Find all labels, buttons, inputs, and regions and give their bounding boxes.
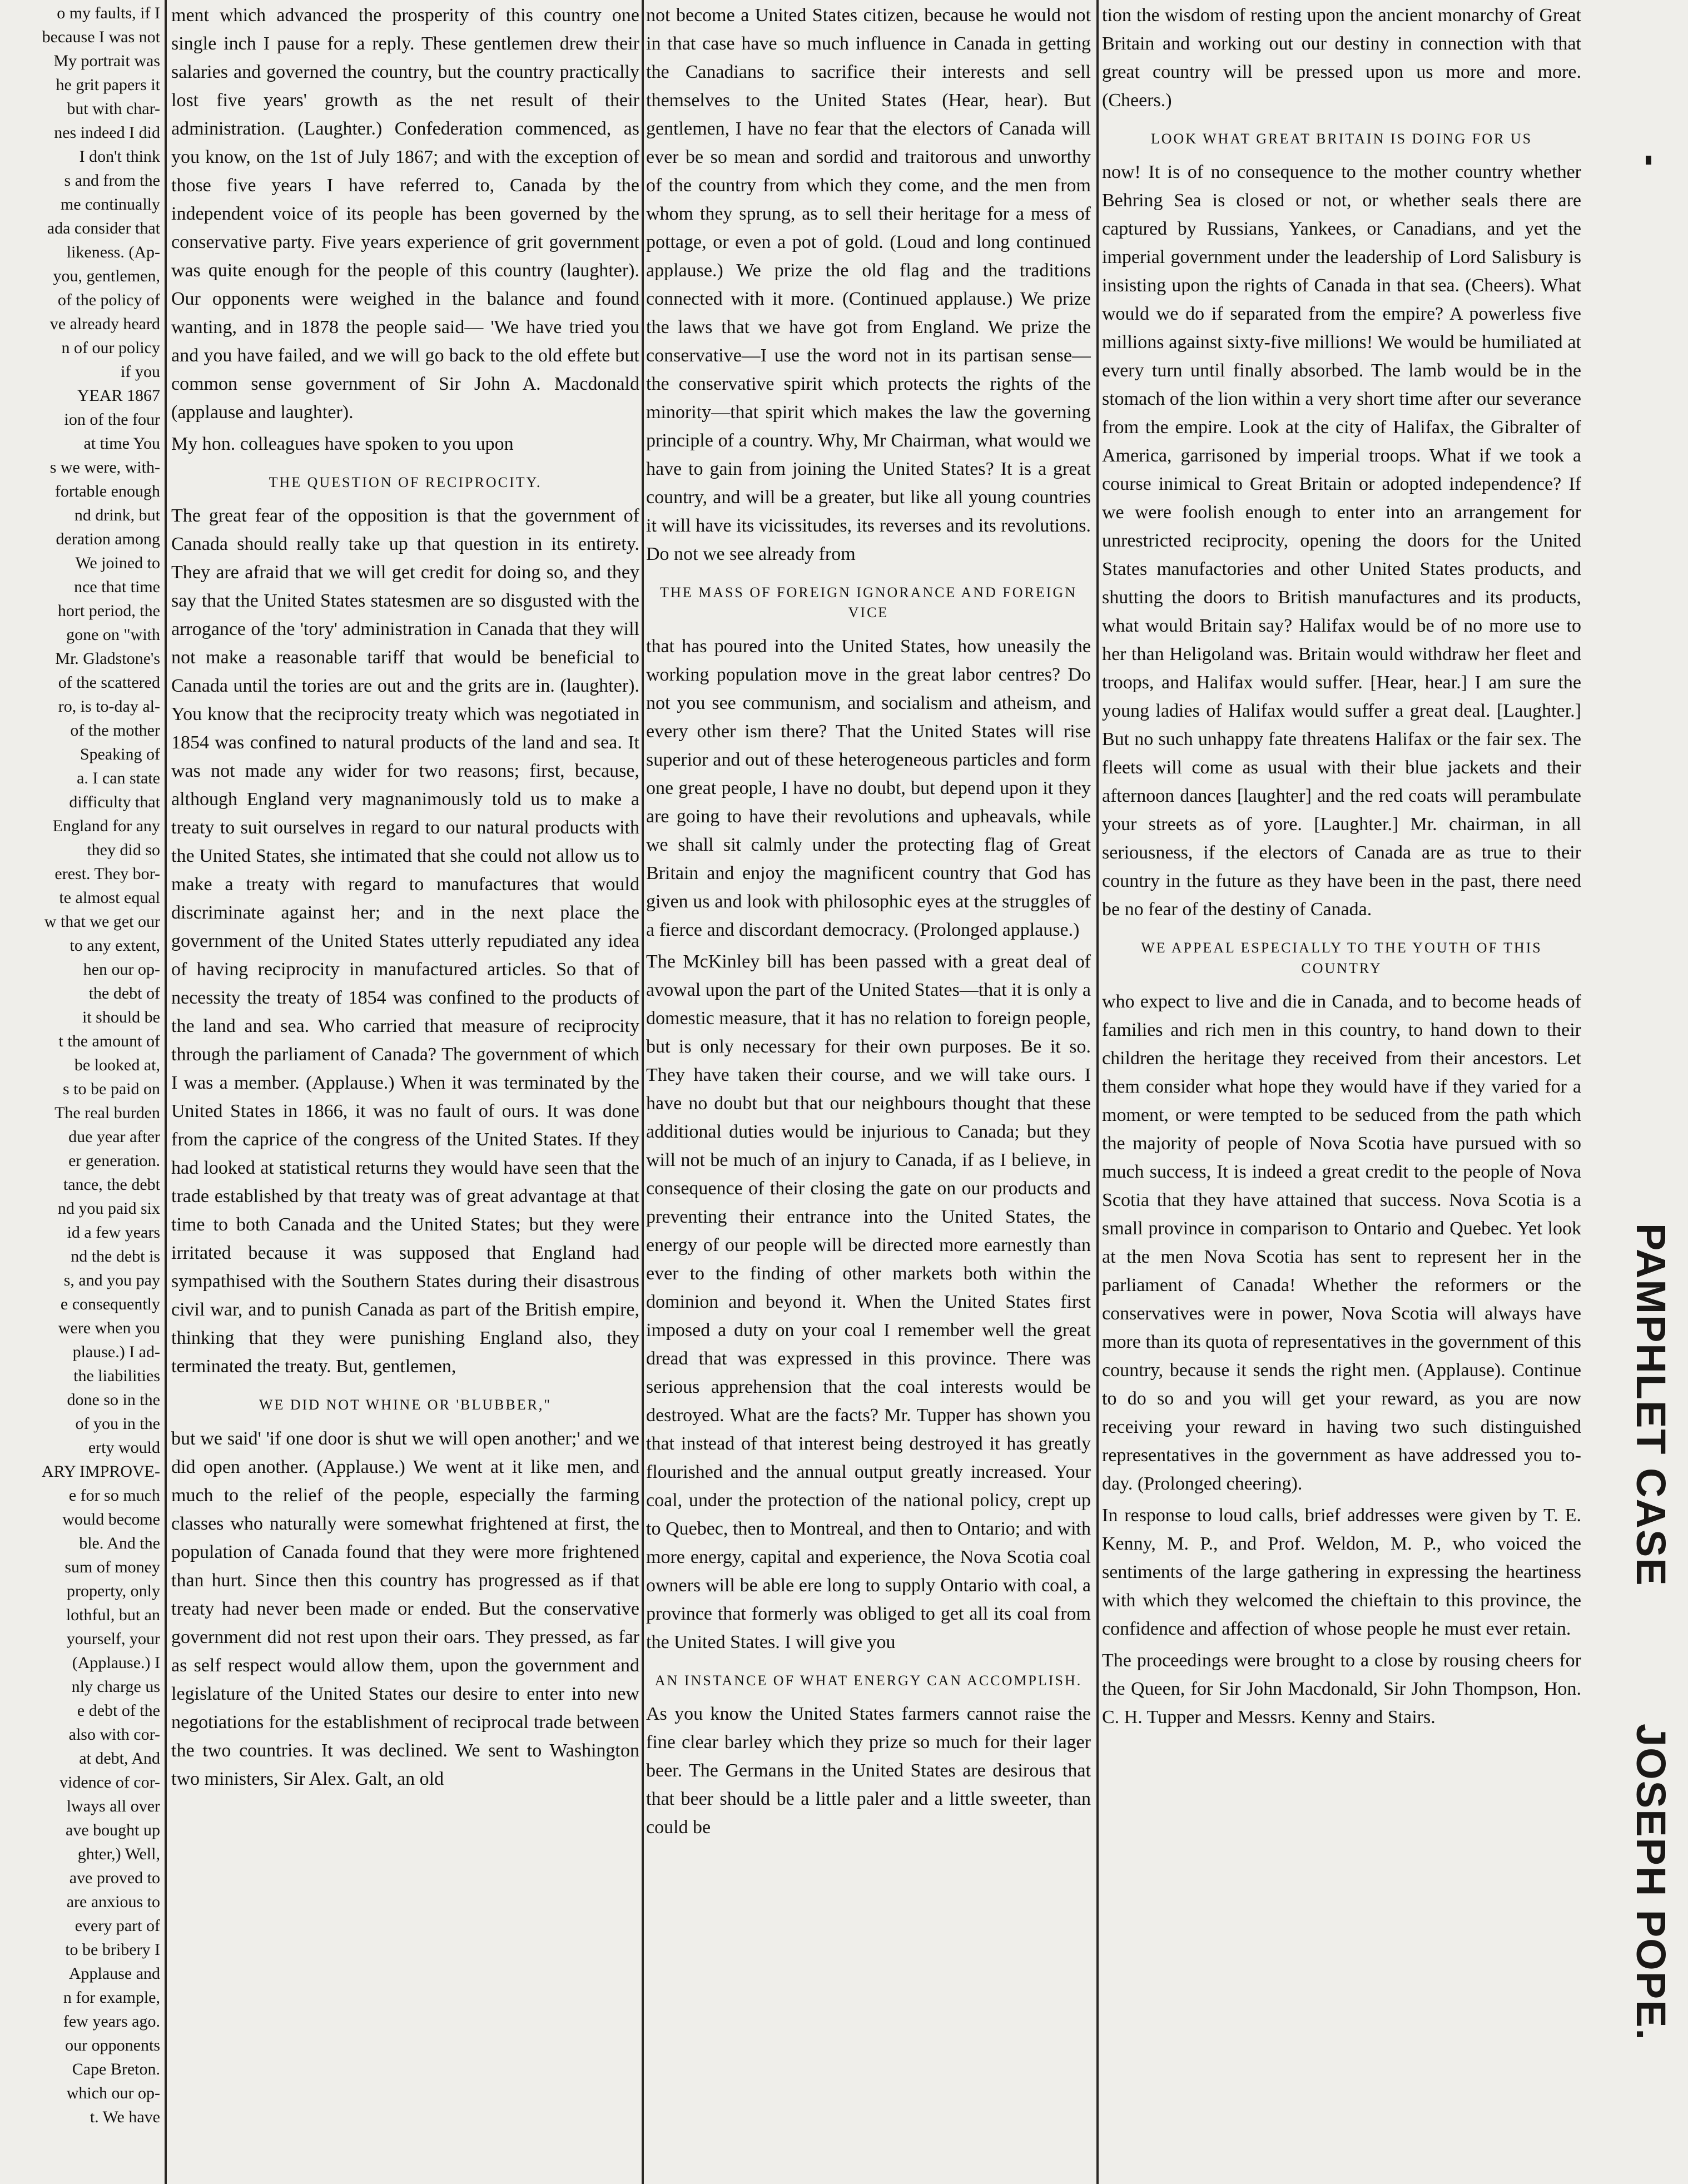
column-1-line: because I was not	[42, 28, 160, 46]
section-heading: THE QUESTION OF RECIPROCITY.	[269, 474, 542, 490]
column-1-line: nd drink, but	[74, 506, 160, 524]
section-heading: THE MASS OF FOREIGN IGNORANCE AND FOREIGN VICE	[660, 584, 1077, 621]
column-1-line: tance, the debt	[63, 1175, 160, 1194]
column-1-line: o my faults, if I	[57, 4, 160, 22]
column-1-line: ada consider that	[47, 219, 160, 237]
column-1-line: e for so much	[68, 1486, 160, 1505]
paragraph: The proceedings were brought to a close by rousing cheers for the Queen, for Sir John Macdonald, Sir John Thompson, Hon. C. H. Tupper and Messrs. Kenny and Stairs.	[1102, 1650, 1581, 1728]
column-1-line: (Applause.) I	[72, 1654, 160, 1672]
column-1-line: lothful, but an	[66, 1606, 160, 1624]
column-1-line: would become	[62, 1510, 160, 1528]
column-1-line: sum of money	[64, 1558, 160, 1576]
column-1-line: few years ago.	[63, 2012, 160, 2031]
column-1-line: erty would	[88, 1438, 160, 1457]
column-1-line: ble. And the	[79, 1534, 160, 1552]
column-4	[1102, 0, 1581, 1735]
column-1-line: the liabilities	[73, 1367, 160, 1385]
column-1-line: they did so	[87, 841, 160, 859]
column-1-line: My portrait was	[53, 52, 160, 70]
column-1-line: to be bribery I	[65, 1940, 160, 1959]
column-1-line: were when you	[58, 1319, 160, 1337]
column-1-line: if you	[121, 363, 160, 381]
column-1-line: nly charge us	[71, 1677, 160, 1696]
column-1-line: nd you paid six	[57, 1199, 160, 1218]
column-1-line: property, only	[66, 1582, 160, 1600]
column-1-line: n of our policy	[61, 339, 160, 357]
column-1-line: er generation.	[68, 1151, 160, 1170]
paragraph: As you know the United States farmers cannot raise the fine clear barley which they prize so much for their lager beer. The Germans in the United States are desirous that that beer should be a little paler and a little sweeter, than could be	[646, 1704, 1091, 1838]
column-1-line: you, gentlemen,	[53, 267, 160, 285]
column-1-line: t the amount of	[58, 1032, 160, 1050]
column-1-line: t. We have	[90, 2108, 160, 2126]
column-1-line: The real burden	[54, 1104, 160, 1122]
stamp-line: PAMPHLET CASE	[1628, 1223, 1674, 1587]
column-1-line: ro, is to-day al-	[58, 697, 160, 716]
column-1-line: vidence of cor-	[59, 1773, 160, 1791]
column-1-line: ion of the four	[64, 410, 160, 429]
paragraph: In response to loud calls, brief addresses were given by T. E. Kenny, M. P., and Prof. Weldon, M. P., who voiced the sentiments of the large gathering in expressing the heartiness with which they welcomed the chieftain to this province, the confidence and affection of whose people he must ever retain.	[1102, 1505, 1581, 1640]
column-1-line: deration among	[56, 530, 160, 548]
column-1-line: every part of	[75, 1917, 160, 1935]
column-1-line: of the policy of	[57, 291, 160, 309]
column-1	[0, 0, 160, 2129]
column-1-line: ghter,) Well,	[77, 1845, 160, 1863]
column-1-line: he grit papers it	[56, 76, 160, 94]
column-1-line: We joined to	[75, 554, 160, 572]
column-1-line: but with char-	[67, 100, 160, 118]
column-1-line: at debt, And	[79, 1749, 160, 1768]
column-1-line: Cape Breton.	[72, 2060, 160, 2078]
column-1-line: England for any	[52, 817, 160, 835]
stamp-line: JOSEPH POPE.	[1628, 1724, 1674, 2041]
column-1-line: gone on "with	[66, 626, 160, 644]
paragraph: not become a United States citizen, because he would not in that case have so much influence in Canada in getting the Canadians to sacrifice their interests and sell themselves to the United States (Hear, hear). But gentlemen, I have no fear that the electors of Canada will ever be so mean and sordid and traitorous and unworthy of the country from which they come, and the men from whom they sprung, as to sell their heritage for a mess of pottage, or even a pot of gold. (Loud and long continued applause.) We prize the old flag and the traditions connected with it more. (Continued applause.) We prize the laws that we have got from England. We prize the conservative—I use the word not in its partisan sense—the conservative spirit which protects the rights of the minority—that spirit which makes the law the governing principle of a country. Why, Mr Chairman, what would we have to gain from joining the United States? It is a great country, and will be a greater, but like all young countries it will have its vicissitudes, its reverses and its revolutions. Do not we see already from	[646, 5, 1091, 564]
column-1-line: it should be	[82, 1008, 160, 1026]
paragraph: ment which advanced the prosperity of this country one single inch I pause for a reply. These gentlemen drew their salaries and governed the country, but the country practically lost five years' growth as the net result of their administration. (Laughter.) Confederation commenced, as you know, on the 1st of July 1867; and with the exception of those five years I have referred to, Canada by the independent voice of its people has been governed by the conservative party. Five years experience of grit government was quite enough for the people of this country (laughter). Our opponents were weighed in the balance and found wanting, and in 1878 the people said— 'We have tried you and you have failed, and we will go back to the old effete but common sense government of Sir John A. Macdonald (applause and laughter).	[171, 5, 639, 423]
column-1-line: ve already heard	[49, 315, 160, 333]
column-1-line: ave bought up	[66, 1821, 160, 1839]
column-1-line: nes indeed I did	[54, 123, 160, 142]
column-1-line: done so in the	[67, 1391, 160, 1409]
column-1-line: of you in the	[75, 1414, 160, 1433]
column-1-line: lways all over	[66, 1797, 160, 1815]
section-heading: WE APPEAL ESPECIALLY TO THE YOUTH OF THIS COUNTRY	[1141, 940, 1542, 976]
column-3	[646, 0, 1091, 1845]
column-rule	[642, 0, 644, 2184]
column-1-line: I don't think	[79, 147, 160, 166]
column-1-line: Speaking of	[80, 745, 160, 763]
column-1-line: nce that time	[74, 578, 160, 596]
column-1-line: e debt of the	[77, 1701, 160, 1720]
column-1-line: at time You	[83, 434, 160, 453]
paragraph: tion the wisdom of resting upon the ancient monarchy of Great Britain and working out our destiny in connection with that great country will be pressed upon us more and more. (Cheers.)	[1102, 5, 1581, 111]
column-1-line: fortable enough	[54, 482, 160, 500]
column-1-line: of the mother	[70, 721, 160, 739]
column-1-line: to any extent,	[69, 936, 160, 955]
column-1-line: YEAR 1867	[77, 386, 160, 405]
column-1-line: s, and you pay	[63, 1271, 160, 1289]
column-1-line: ARY IMPROVE-	[41, 1462, 160, 1481]
column-1-line: hen our op-	[83, 960, 160, 979]
column-1-line: are anxious to	[66, 1893, 160, 1911]
column-1-line: likeness. (Ap-	[66, 243, 160, 261]
column-1-line: ave proved to	[69, 1869, 160, 1887]
column-1-line: w that we get our	[44, 912, 160, 931]
column-1-line: difficulty that	[69, 793, 160, 811]
column-1-line: id a few years	[67, 1223, 160, 1242]
column-1-line: plause.) I ad-	[72, 1343, 160, 1361]
paragraph: that has poured into the United States, how uneasily the working population move in the great labor centres? Do not you see communism, and socialism and atheism, and every other ism there? That the United States will rise superior and out of these heterogeneous particles and form one great people, I have no doubt, but depend upon it they are going to have their revolutions and upheavals, while we shall sit calmly under the protecting flag of Great Britain and enjoy the magnificent country that God has given us and look with philosophic eyes at the struggles of a fierce and discordant democracy. (Prolonged applause.)	[646, 636, 1091, 940]
column-1-line: hort period, the	[57, 602, 160, 620]
column-1-line: s we were, with-	[49, 458, 160, 476]
column-1-line: yourself, your	[66, 1630, 160, 1648]
margin-mark	[1646, 156, 1651, 165]
column-1-line: our opponents	[65, 2036, 160, 2054]
column-rule	[1096, 0, 1099, 2184]
paragraph: The McKinley bill has been passed with a great deal of avowal upon the part of the United States—that it is only a domestic measure, that it has no relation to foreign people, but is only necessary for their own purposes. Be it so. They have taken their course, and we will take ours. I have no doubt but that our neighbours thought that these additional duties would be injurious to Canada; but they will not be much of an injury to Canada, if as I believe, in consequence of their closing the gate on our products and preventing their entrance into the United States, the energy of our people will be directed more earnestly than ever to the finding of other markets both within the dominion and beyond it. When the United States first imposed a duty on your coal I remember well the great dread that was expressed in this province. There was serious apprehension that the coal interests would be destroyed. What are the facts? Mr. Tupper has shown you that instead of that interest being destroyed it has greatly flourished and the annual output greatly increased. Your coal, under the protection of the national policy, crept up to Quebec, then to Montreal, and then to Ontario; and with more energy, capital and experience, the Nova Scotia coal owners will be able ere long to supply Ontario with coal, a province that formerly was obliged to get all its coal from the United States. I will give you	[646, 951, 1091, 1652]
column-1-line: me continually	[60, 195, 160, 214]
paragraph: The great fear of the opposition is that the government of Canada should really take up that question in its entirety. They are afraid that we will get credit for doing so, and they say that the United States statesmen are so disgusted with the arrogance of the 'tory' administration in Canada that they will not make a reasonable tariff that would be beneficial to Canada until the tories are out and the grits are in. (laughter). You know that the reciprocity treaty which was negotiated in 1854 was confined to natural products of the land and sea. It was not made any wider for two reasons; first, because, although England very magnanimously told us to make a treaty to suit ourselves in regard to our natural products with the United States, she intimated that she could not allow us to make a treaty with regard to manufactures that would discriminate against her; and in the next place the government of the United States utterly repudiated any idea of having reciprocity in manufactured articles. So that of necessity the treaty of 1854 was confined to the products of the land and sea. Who carried that measure of reciprocity through the parliament of Canada? The government of which I was a member. (Applause.) When it was terminated by the United States in 1866, it was no fault of ours. It was done from the caprice of the congress of the United States. If they had looked at statistical returns they would have seen that the trade established by that treaty was of great advantage at that time to both Canada and the United States; but they were irritated because it was supposed that England had sympathised with the Southern States during their disastrous civil war, and to punish Canada as part of the British empire, thinking that they were punishing England also, they terminated the treaty. But, gentlemen,	[171, 505, 639, 1377]
column-1-line: te almost equal	[59, 889, 160, 907]
column-1-line: the debt of	[88, 984, 160, 1002]
section-heading: AN INSTANCE OF WHAT ENERGY CAN ACCOMPLISH.	[654, 1672, 1083, 1689]
column-1-line: n for example,	[63, 1988, 160, 2007]
column-1-line: a. I can state	[77, 769, 160, 787]
section-heading: WE DID NOT WHINE OR 'BLUBBER,"	[259, 1397, 552, 1413]
column-2	[171, 0, 639, 1796]
paragraph: but we said' 'if one door is shut we will open another;' and we did open another. (Applause.) We went at it like men, and much to the relief of the people, especially the farming classes who naturally were somewhat frightened at first, the population of Canada found that they were more frightened than hurt. Since then this country has progressed as if that treaty had never been made or ended. But the conservative government did not rest upon their oars. They pressed, as far as self respect would allow them, upon the government and legislature of the United States our desire to enter into new negotiations for the establishment of reciprocal trade between the two countries. It was declined. We sent to Washington two ministers, Sir Alex. Galt, an old	[171, 1428, 639, 1789]
column-1-line: be looked at,	[74, 1056, 160, 1074]
column-1-line: s and from the	[64, 171, 160, 190]
column-1-line: which our op-	[66, 2084, 160, 2102]
column-1-line: erest. They bor-	[54, 865, 160, 883]
pamphlet-case-stamp	[1591, 1223, 1686, 2135]
column-1-line: also with cor-	[68, 1725, 160, 1744]
column-1-line: Mr. Gladstone's	[55, 649, 160, 668]
column-rule	[165, 0, 167, 2184]
section-heading: LOOK WHAT GREAT BRITAIN IS DOING FOR US	[1150, 131, 1533, 147]
paragraph: who expect to live and die in Canada, and to become heads of families and rich men in this country, to hand down to their children the heritage they received from their ancestors. Let them consider what hope they would have if they varied for a moment, or were tempted to be seduced from the path which the majority of people of Nova Scotia have pursued with so much success, It is indeed a great credit to the people of Nova Scotia that they have attained that success. Nova Scotia is a small province in comparison to Ontario and Quebec. Yet look at the men Nova Scotia has sent to represent her in the parliament of Canada! Whether the reformers or the conservatives were in power, Nova Scotia will always have more than its quota of representatives in the government of this country, because it sends the right men. (Applause). Continue to do so and you will get your reward, as you are now receiving your reward in having two such distinguished representatives in the government as have addressed you to-day. (Prolonged cheering).	[1102, 991, 1581, 1495]
column-1-line: Applause and	[68, 1964, 160, 1983]
paragraph: now! It is of no consequence to the mother country whether Behring Sea is closed or not, or whether seals there are captured by Russians, Yankees, or Canadians, and yet the imperial government under the leadership of Lord Salisbury is insisting upon the rights of Canada in that sea. (Cheers). What would we do if separated from the empire? A powerless five millions against sixty-five millions! We would be humiliated at every turn until finally absorbed. The lamb would be in the stomach of the lion within a very short time after our severance from the empire. Look at the city of Halifax, the Gibralter of America, garrisoned by imperial troops. What if we took a course inimical to Great Britain or adopted independence? If we were foolish enough to enter into an arrangement for unrestricted reciprocity, opening the doors for the United States manufactories and other United States products, and shutting the doors to British manufactures and its products, what would Britain say? Halifax would be of no more use to her than Heligoland was. Britain would withdraw her fleet and troops, and Halifax would suffer. [Hear, hear.] I am sure the young ladies of Halifax would suffer a great deal. [Laughter.] But no such unhappy fate threatens Halifax or the fair sex. The fleets will come as usual with their blue jackets and their afternoon dances [laughter] and the red coats will perambulate your streets as of yore. [Laughter.] Mr. chairman, in all seriousness, if the electors of Canada are as true to their country in the future as they have been in the past, there need be no fear of the destiny of Canada.	[1102, 162, 1581, 920]
column-1-line: due year after	[68, 1128, 160, 1146]
column-1-line: e consequently	[60, 1295, 160, 1313]
column-1-line: nd the debt is	[71, 1247, 160, 1265]
column-1-line: s to be paid on	[63, 1080, 160, 1098]
column-1-line: of the scattered	[58, 673, 160, 692]
paragraph: My hon. colleagues have spoken to you upon	[171, 434, 514, 454]
